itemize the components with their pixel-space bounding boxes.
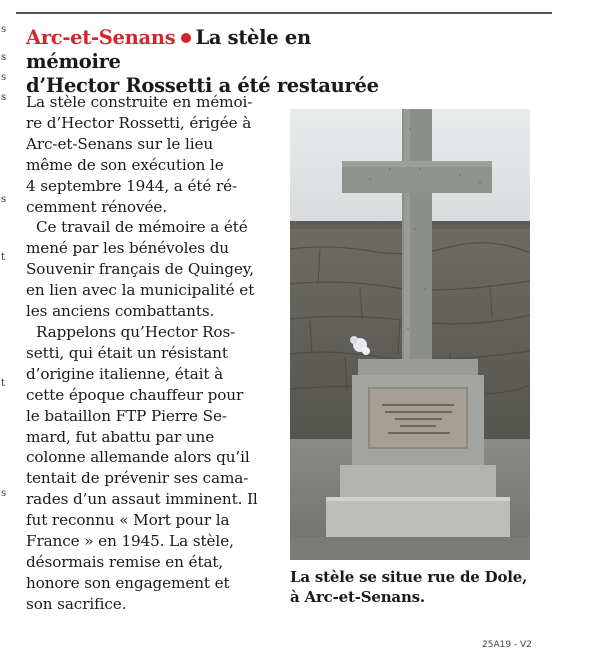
paragraph-3: Rappelons qu’Hector Ros- setti, qui était un résistant d’origine italienne, était à cette époque chauffeur pour le bataillon FTP Pierre Se- mard, fut abattu par une colonne allemande alors qu’il tentait de prévenir ses cama- rades d’un assaut imminent. Il fut reconnu « Mort pour la France » en 1945. La stèle, désormais remise en état, honore son engagement et son sacrifice.	[26, 322, 258, 613]
top-rule	[16, 12, 552, 14]
bullet-dot-icon	[181, 33, 191, 43]
headline-line-1: La stèle en mémoire	[26, 26, 311, 73]
headline-kicker: Arc-et-Senans	[26, 26, 176, 49]
page-code: 25A19 - V2	[482, 640, 532, 650]
paragraph-2: Ce travail de mémoire a été mené par les bénévoles du Souvenir français de Quingey, en lien avec la municipalité et les anciens combattants.	[26, 218, 255, 321]
paragraph-1: La stèle construite en mémoi- re d’Hector Rossetti, érigée à Arc-et-Senans sur le lieu même de son exécution le 4 septembre 1944, a été ré- cemment rénovée.	[26, 93, 253, 216]
previous-column-edge: s s s s s t t s	[1, 24, 7, 499]
stele-photo	[290, 109, 530, 560]
headline-line-2: d’Hector Rossetti a été restaurée	[26, 74, 379, 97]
photo-caption: La stèle se situe rue de Dole, à Arc-et-Senans.	[290, 568, 528, 606]
article-headline	[26, 26, 406, 98]
article-body	[26, 92, 282, 615]
